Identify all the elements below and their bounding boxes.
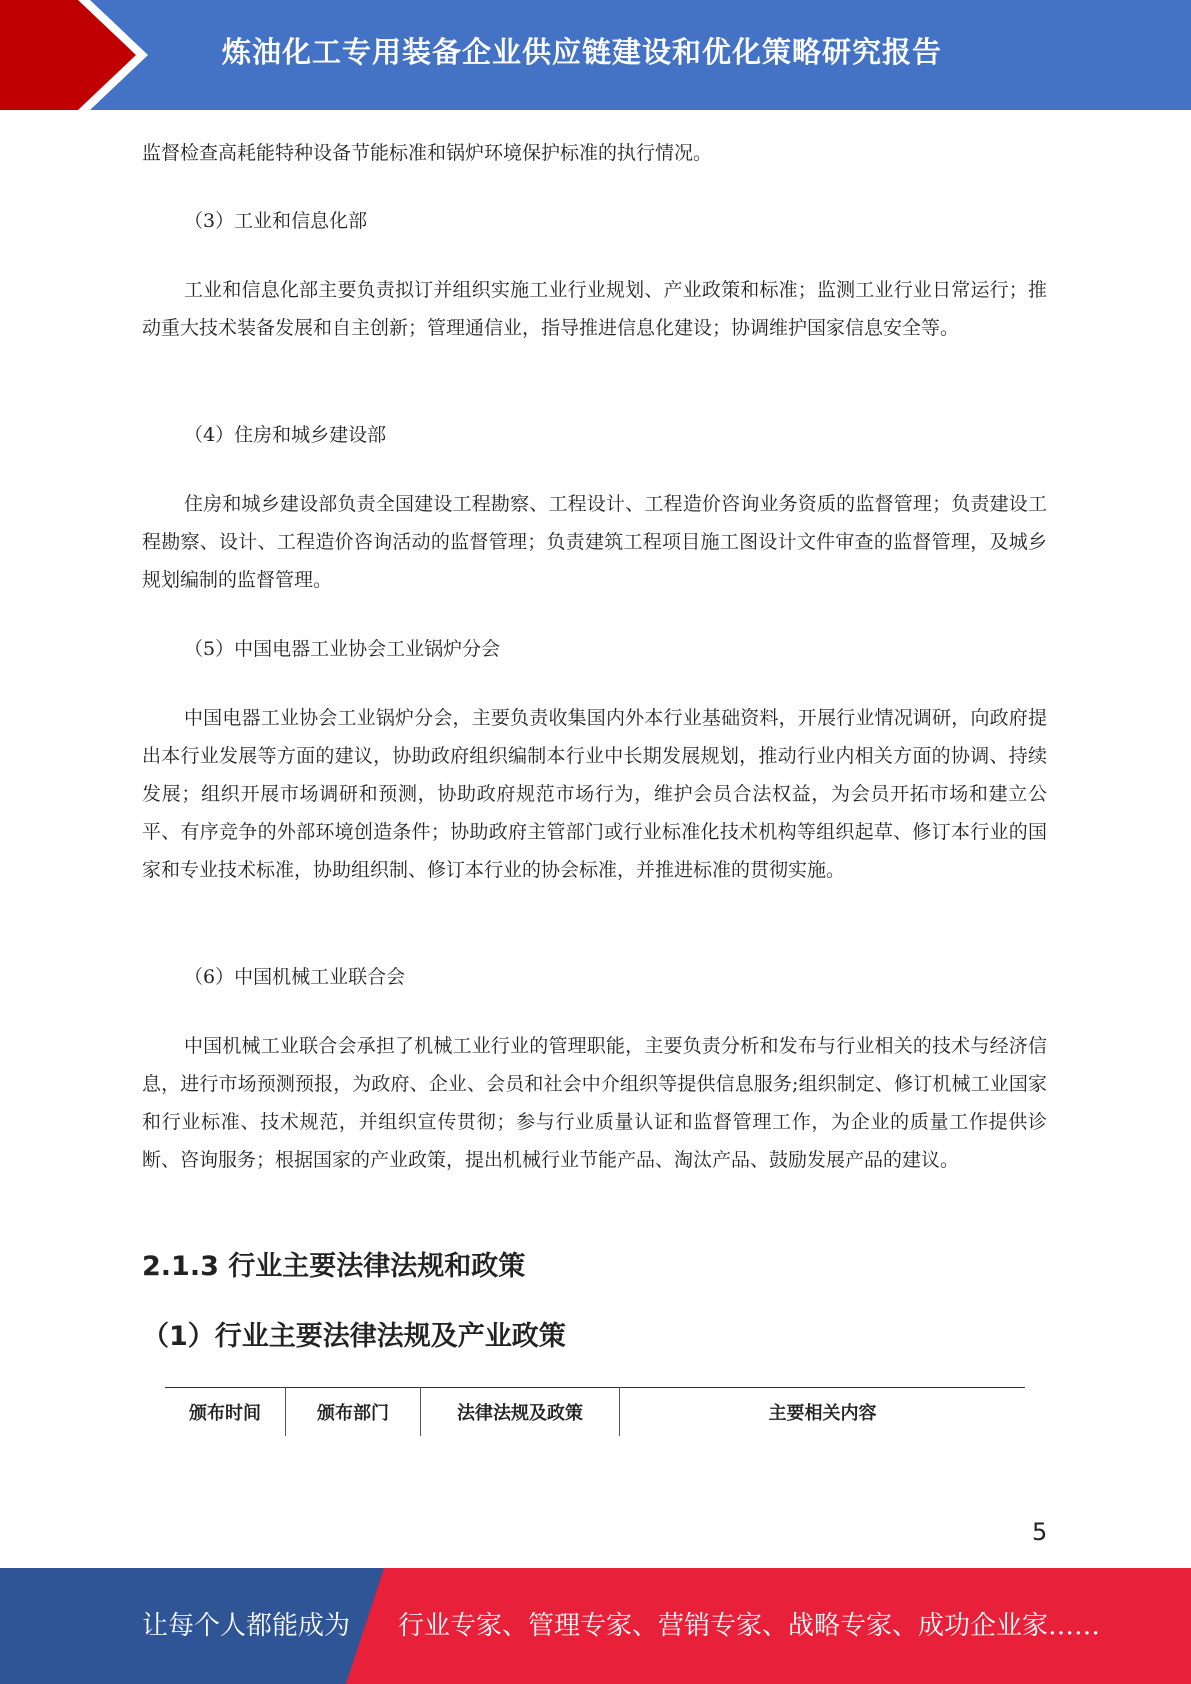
column-header-regulation: 法律法规及政策 [421,1388,620,1437]
paragraph-miit: 工业和信息化部主要负责拟订并组织实施工业行业规划、产业政策和标准；监测工业行业日常运行；推动重大技术装备发展和自主创新；管理通信业，指导推进信息化建设；协调维护国家信息安全等。 [142,279,1047,339]
page-number: 5 [1032,1518,1048,1546]
column-header-content: 主要相关内容 [620,1388,1026,1437]
subheading-boiler-branch: （5）中国电器工业协会工业锅炉分会 [184,638,501,660]
paragraph-continuation: 监督检查高耗能特种设备节能标准和锅炉环境保护标准的执行情况。 [142,142,713,164]
subheading-miit: （3）工业和信息化部 [184,210,368,232]
report-title: 炼油化工专用装备企业供应链建设和优化策略研究报告 [222,35,943,69]
column-header-department: 颁布部门 [286,1388,421,1437]
column-header-date: 颁布时间 [189,1403,261,1424]
page-header [0,0,1191,110]
footer-slogan-right: 行业专家、管理专家、营销专家、战略专家、成功企业家…… [398,1611,1101,1641]
paragraph-machinery-federation: 中国机械工业联合会承担了机械工业行业的管理职能，主要负责分析和发布与行业相关的技术与经济信息，进行市场预测预报，为政府、企业、会员和社会中介组织等提供信息服务;组织制定、修订机械工业国家和行业标准、技术规范，并组织宣传贯彻；参与行业质量认证和监督管理工作，为企业的质量工作提供诊断、咨询服务；根据国家的产业政策，提出机械行业节能产品、淘汰产品、鼓励发展产品的建议。 [142,1035,1047,1171]
footer-slogan-left: 让每个人都能成为 [142,1611,351,1641]
header-chevron-icon [0,0,160,110]
page-footer [0,1568,1191,1684]
subheading-mohurd: （4）住房和城乡建设部 [184,424,387,446]
paragraph-boiler-branch: 中国电器工业协会工业锅炉分会，主要负责收集国内外本行业基础资料，开展行业情况调研，向政府提出本行业发展等方面的建议，协助政府组织编制本行业中长期发展规划，推动行业内相关方面的协调、持续发展；组织开展市场调研和预测，协助政府规范市场行为，维护会员合法权益，为会员开拓市场和建立公平、有序竞争的外部环境创造条件；协助政府主管部门或行业标准化技术机构等组织起草、修订本行业的国家和专业技术标准，协助组织制、修订本行业的协会标准，并推进标准的贯彻实施。 [142,707,1047,881]
subheading-machinery-federation: （6）中国机械工业联合会 [184,966,406,988]
section-heading: 2.1.3 行业主要法律法规和政策 [142,1251,526,1282]
table-header-row [165,1388,1025,1437]
regulations-table [165,1387,1025,1436]
paragraph-mohurd: 住房和城乡建设部负责全国建设工程勘察、工程设计、工程造价咨询业务资质的监督管理；负责建设工程勘察、设计、工程造价咨询活动的监督管理；负责建筑工程项目施工图设计文件审查的监督管理，及城乡规划编制的监督管理。 [142,493,1047,591]
subsection-heading: （1）行业主要法律法规及产业政策 [142,1321,566,1352]
